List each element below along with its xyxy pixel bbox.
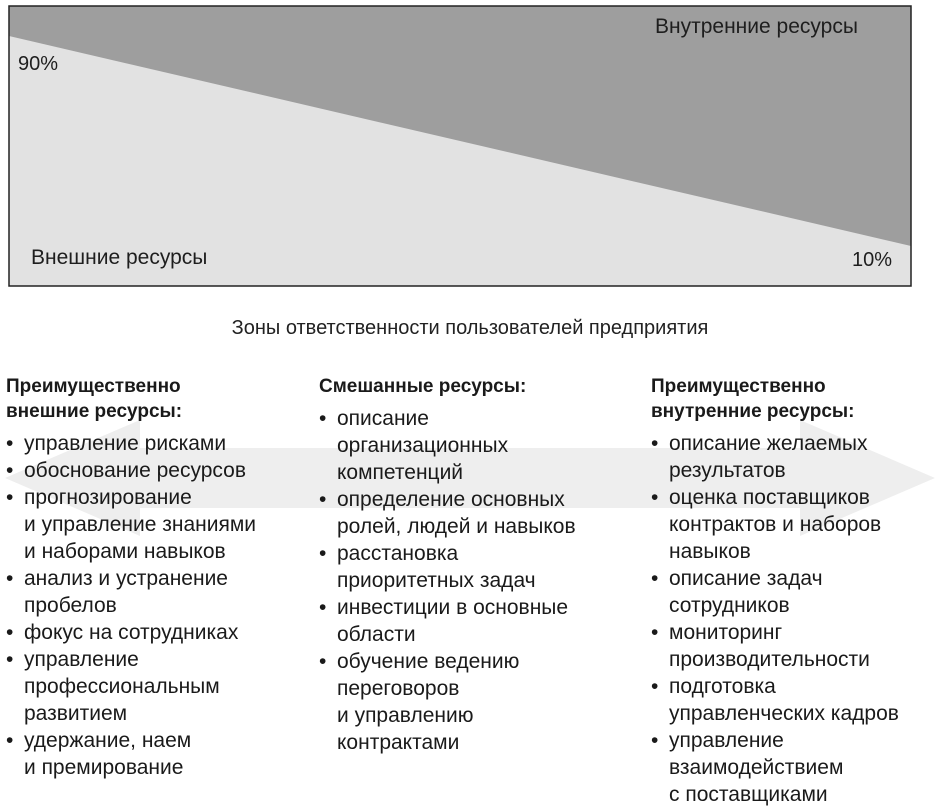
list-item [6,727,306,781]
column-list [6,430,306,781]
list-item-line: • расстановка [337,542,459,565]
list-item-line: переговоров [337,677,460,700]
column-heading [319,374,629,399]
list-item-line: • обучение ведению [337,650,520,673]
list-item-line: и премирование [24,756,184,779]
list-item [651,484,936,565]
internal-resources-label: Внутренние ресурсы [655,15,858,38]
list-item [319,648,629,756]
list-item-line: развитием [24,702,128,725]
list-item-line: контрактов и наборов [669,513,882,536]
column-heading-line: Смешанные ресурсы: [319,376,527,397]
list-item [319,594,629,648]
list-item [6,457,306,484]
list-item [651,619,936,673]
column-heading-line: внутренние ресурсы: [651,401,855,422]
column-external [6,374,306,781]
list-item-line: и управление знаниями [24,513,257,536]
list-item-line: контрактами [337,731,460,754]
list-item-line: области [337,623,416,646]
list-item-line: • описание желаемых [669,432,868,455]
external-resources-label: Внешние ресурсы [31,246,208,269]
list-item-line: навыков [669,540,751,563]
resource-share-diagram [8,5,912,287]
list-item [651,727,936,808]
column-heading [6,374,306,424]
list-item-line: • обоснование ресурсов [24,459,246,482]
list-item-line: результатов [669,459,786,482]
list-item-line: организационных [337,434,509,457]
list-item [6,619,306,646]
list-item [6,430,306,457]
zones-title: Зоны ответственности пользователей предприятия [231,317,709,339]
list-item [651,430,936,484]
list-item-line: компетенций [337,461,464,484]
list-item [651,673,936,727]
list-item-line: сотрудников [669,594,790,617]
column-heading-line: внешние ресурсы: [6,401,183,422]
list-item-line: • описание задач [669,567,823,590]
list-item [319,405,629,486]
list-item-line: и управлению [337,704,474,727]
list-item [319,486,629,540]
list-item-line: • фокус на сотрудниках [24,621,239,644]
external-share-left-label: 90% [18,53,59,75]
column-internal [651,374,936,808]
list-item-line: • управление [669,729,784,752]
list-item-line: • мониторинг [669,621,783,644]
list-item-line: и наборами навыков [24,540,226,563]
list-item-line: ролей, людей и навыков [337,515,576,538]
column-heading-line: Преимущественно [651,376,826,397]
list-item [319,540,629,594]
list-item-line: • прогнозирование [24,486,192,509]
list-item [651,565,936,619]
column-heading [651,374,936,424]
column-list [651,430,936,808]
list-item-line: • подготовка [669,675,776,698]
column-heading-line: Преимущественно [6,376,181,397]
list-item-line: профессиональным [24,675,220,698]
list-item-line: управленческих кадров [669,702,899,725]
list-item [6,565,306,619]
list-item-line: производительности [669,648,870,671]
list-item-line: • оценка поставщиков [669,486,870,509]
column-list [319,405,629,756]
external-share-right-label: 10% [852,249,893,271]
list-item-line: • инвестиции в основные [337,596,569,619]
list-item-line: • анализ и устранение [24,567,228,590]
list-item-line: • определение основных [337,488,565,511]
list-item [6,484,306,565]
list-item-line: • удержание, наем [24,729,192,752]
list-item-line: взаимодействием [669,756,844,779]
list-item-line: приоритетных задач [337,569,536,592]
list-item-line: • описание [337,407,429,430]
list-item-line: пробелов [24,594,117,617]
list-item [6,646,306,727]
list-item-line: с поставщиками [669,783,828,806]
list-item-line: • управление [24,648,139,671]
list-item-line: • управление рисками [24,432,227,455]
column-mixed [319,374,629,756]
